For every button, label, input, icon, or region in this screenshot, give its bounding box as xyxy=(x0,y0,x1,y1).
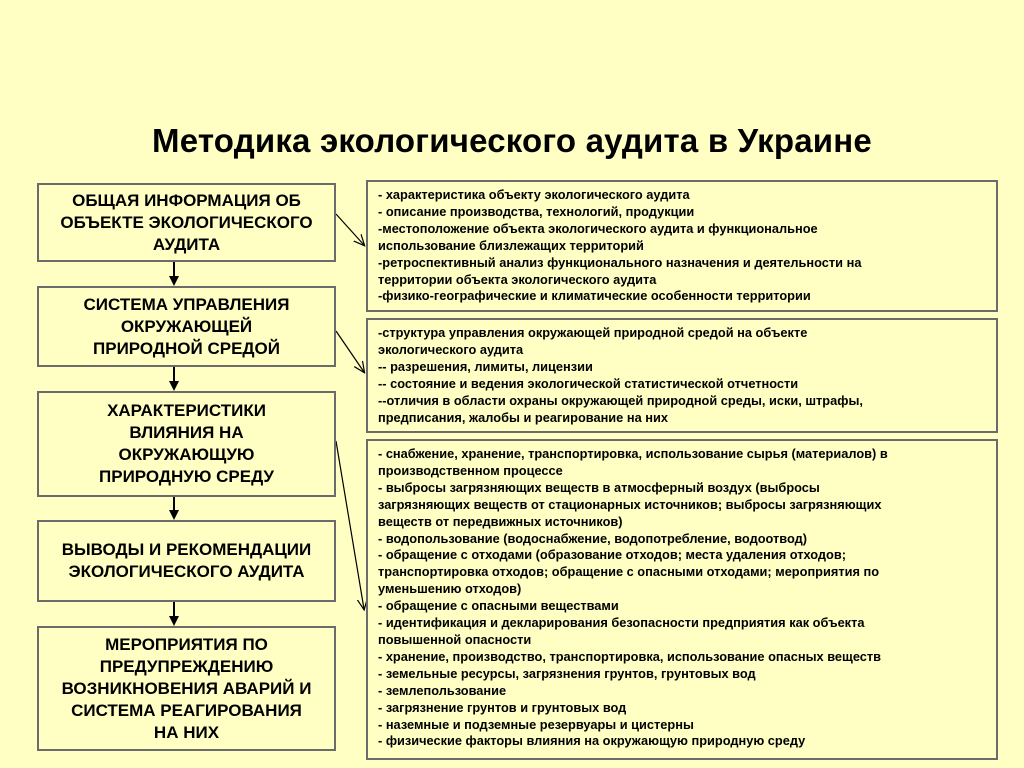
step-impact-characteristics xyxy=(37,391,336,497)
detail-line: - земельные ресурсы, загрязнения грунтов, грунтовых вод xyxy=(378,665,756,681)
detail-line: -физико-географические и климатические особенности территории xyxy=(378,288,811,304)
detail-line: - водопользование (водоснабжение, водопотребление, водоотвод) xyxy=(378,530,808,546)
detail-line: экологического аудита xyxy=(378,341,524,357)
detail-line: - загрязнение грунтов и грунтовых вод xyxy=(378,699,627,715)
step-general-info xyxy=(37,183,336,262)
page-title: Методика экологического аудита в Украине xyxy=(152,122,872,159)
step-text: ВЫВОДЫ И РЕКОМЕНДАЦИИ ЭКОЛОГИЧЕСКОГО АУДИТА xyxy=(61,540,312,581)
detail-line: веществ от передвижных источников) xyxy=(378,513,623,529)
detail-line: повышенной опасности xyxy=(378,631,532,647)
step-text: ОБЩАЯ ИНФОРМАЦИЯ ОБ ОБЪЕКТЕ ЭКОЛОГИЧЕСКОГО АУДИТА xyxy=(60,190,313,254)
step-text: МЕРОПРИЯТИЯ ПО ПРЕДУПРЕЖДЕНИЮ ВОЗНИКНОВЕНИЯ АВАРИЙ И СИСТЕМА РЕАГИРОВАНИЯ НА НИХ xyxy=(61,634,312,742)
detail-line: - идентификация и декларирования безопасности предприятия как объекта xyxy=(378,615,865,631)
detail-line: -- состояние и ведения экологической статистической отчетности xyxy=(378,375,799,391)
detail-line: - наземные и подземные резервуары и цистерны xyxy=(378,716,694,732)
detail-line: -- разрешения, лимиты, лицензии xyxy=(378,358,593,374)
detail-line: - обращение с опасными веществами xyxy=(378,598,619,614)
detail-line: -структура управления окружающей природной средой на объекте xyxy=(378,325,808,340)
detail-line: производственном процессе xyxy=(378,462,563,478)
detail-line: транспортировка отходов; обращение с опасными отходами; мероприятия по xyxy=(378,564,880,580)
step-text: ХАРАКТЕРИСТИКИ ВЛИЯНИЯ НА ОКРУЖАЮЩУЮ ПРИРОДНУЮ СРЕДУ xyxy=(99,401,274,486)
step-accident-prevention xyxy=(37,626,336,751)
detail-line: использование близлежащих территорий xyxy=(378,237,644,253)
detail-line: уменьшению отходов) xyxy=(378,581,522,597)
detail-panel-general-info xyxy=(366,180,998,312)
detail-line: - физические факторы влияния на окружающую природную среду xyxy=(378,733,806,749)
detail-line: территории объекта экологического аудита xyxy=(378,271,657,287)
detail-line: - землепользование xyxy=(378,682,507,698)
detail-line: - снабжение, хранение, транспортировка, использование сырья (материалов) в xyxy=(378,446,888,461)
detail-line: предписания, жалобы и реагирование на них xyxy=(378,409,668,425)
pointer-arrow-1 xyxy=(336,214,364,245)
pointer-arrow-3 xyxy=(336,441,364,609)
step-environment-management xyxy=(37,286,336,367)
detail-line: - хранение, производство, транспортировка, использование опасных веществ xyxy=(378,648,882,664)
step-text: СИСТЕМА УПРАВЛЕНИЯ ОКРУЖАЮЩЕЙ ПРИРОДНОЙ СРЕДОЙ xyxy=(83,294,290,358)
detail-line: -местоположение объекта экологического аудита и функциональное xyxy=(378,220,818,236)
detail-line: - характеристика объекту экологического аудита xyxy=(378,187,690,202)
detail-line: - обращение с отходами (образование отходов; места удаления отходов; xyxy=(378,547,847,563)
detail-line: --отличия в области охраны окружающей природной среды, иски, штрафы, xyxy=(378,392,863,408)
detail-line: -ретроспективный анализ функционального назначения и деятельности на xyxy=(378,254,862,270)
detail-line: - выбросы загрязняющих веществ в атмосферный воздух (выбросы xyxy=(378,479,820,495)
step-conclusions xyxy=(37,520,336,602)
pointer-arrow-2 xyxy=(336,331,364,372)
detail-line: загрязняющих веществ от стационарных источников; выбросы загрязняющих xyxy=(378,496,882,512)
detail-line: - описание производства, технологий, продукции xyxy=(378,203,695,219)
detail-panel-environment-management xyxy=(366,318,998,433)
detail-panel-impact-characteristics xyxy=(366,439,998,760)
